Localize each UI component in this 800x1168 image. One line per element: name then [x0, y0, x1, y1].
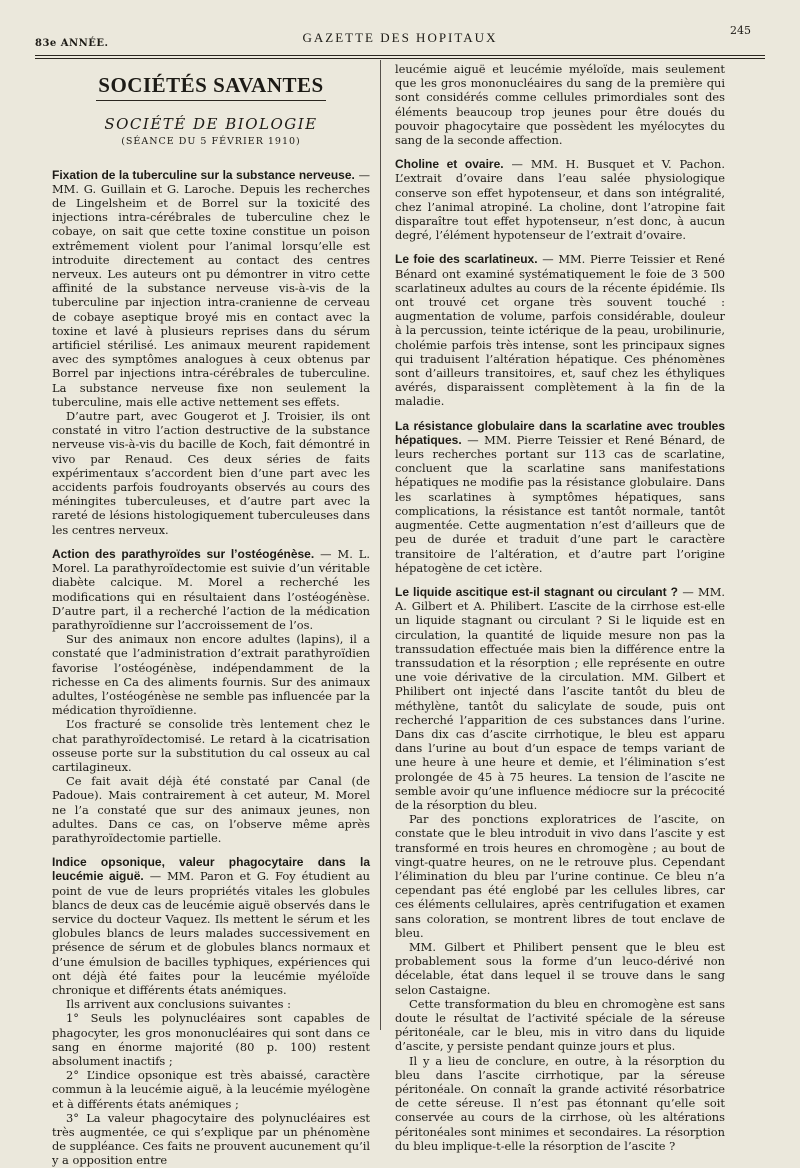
article [395, 585, 725, 1153]
article-paragraph: Cette transformation du bleu en chromogène est sans doute le résultat de l’activité spéciale de la séreuse péritonéale, car le bleu, mis in vitro dans du liquide d’ascite, y persiste pendant quinze jours et plus. [395, 996, 725, 1054]
section-title: SOCIÉTÉS SAVANTES [98, 73, 324, 97]
article-paragraph [395, 585, 725, 812]
volume-year: 83e ANNÉE. [35, 38, 109, 49]
article-paragraph: leucémie aiguë et leucémie myéloïde, mais seulement que les gros mononucléaires du sang de la première qui sont considérés comme cellules primordiales sont des éléments beaucoup trop jeunes pour être doués du pouvoir phagocytaire que possèdent les myélocytes du sang de la seconde affection. [395, 62, 725, 148]
article-paragraph [395, 252, 725, 408]
paragraph-text: étudient au point de vue de leurs propriétés vitales les globules blancs de deux cas de leucémie aiguë observés dans le service du docteur Vaquez. Ils mettent le sérum et les globules blancs de leurs malades successivement en présence de sérum et de globules blancs normaux et d’une émulsion de bacilles typhiques, expériences qui ont déjà été faites pour la leucémie myéloïde chronique et différents états anémiques. [52, 869, 371, 997]
column-divider [380, 60, 381, 1030]
article-authors: — MM. Pierre Teissier et René Bénard, [461, 432, 706, 447]
article-title: La résistance globulaire dans la scarlatine avec troubles hépatiques. [395, 418, 725, 447]
article-paragraph: 1° Seuls les polynucléaires sont capables de phagocyter, les gros mononucléaires qui sont dans ce sang en énorme majorité (80 p. 100) restent absolument inactifs ; [52, 1011, 370, 1068]
article-authors: — MM. Pierre Teissier et René Bénard [395, 252, 726, 281]
article-paragraph [395, 419, 725, 575]
article-paragraph [395, 157, 725, 242]
article-title: Indice opsonique, valeur phagocytaire dans la leucémie aiguë. [52, 855, 370, 884]
article-authors: — MM. Paron et G. Foy [143, 869, 296, 884]
paragraph-text: ont examiné systématiquement le foie de 3 500 scarlatineux adultes au cours de la récente épidémie. Ils ont trouvé cet organe très souvent touché : augmentation de volume, parfois considérable, douleur à la percussion, teinte ictérique de la peau, urobilinurie, cholémie parfois très intense, sont les principaux signes qui traduisent l’altération hépatique. Ces phénomènes sont d’ailleurs transitoires, et, sauf chez les éthyliques avérés, disparaissent complètement à la fin de la maladie. [395, 266, 725, 409]
paragraph-text: L’ascite de la cirrhose est-elle un liquide stagnant ou circulant ? Si le liquide est en circulation, la quantité de liquide mesure non pas la transsudation effectuée mais bien la différence entre la transsudation et la résorption ; elle représente en outre une voie dérivative de la circulation. MM. Gilbert et Philibert ont injecté dans l’ascite tantôt du bleu de méthylène, tantôt du salicylate de soude, puis ont recherché l’apparition de ces substances dans l’urine. Dans dix cas d’ascite cirrhotique, le bleu est apparu dans l’urine au bout d’un espace de temps variant de une heure à une heure et demie, et l’élimination s’est prolongée de 45 à 75 heures. La tension de l’ascite ne semble avoir qu’une influence médiocre sur la précocité de la résorption du bleu. [395, 599, 725, 812]
article-authors: — MM. H. Busquet et V. Pachon. [503, 157, 725, 172]
article-paragraph: Ce fait avait déjà été constaté par Canal (de Padoue). Mais contrairement à cet auteur, M. Morel ne l’a constaté que sur des animaux jeunes, non adultes. Dans ce cas, on l’observe même après parathyroïdectomie partielle. [52, 774, 370, 845]
article-paragraph: 2° L’indice opsonique est très abaissé, caractère commun à la leucémie aiguë, à la leucémie myélogène et à différents états anémiques ; [52, 1068, 370, 1111]
article-paragraph: MM. Gilbert et Philibert pensent que le bleu est probablement sous la forme d’un leuco-dérivé non décelable, état dans lequel il se trouve dans le sang selon Castaigne. [395, 939, 725, 997]
article [52, 168, 370, 537]
article-paragraph [52, 547, 370, 632]
article-paragraph [52, 168, 370, 409]
article-title: Fixation de la tuberculine sur la substance nerveuse. [52, 167, 355, 182]
paragraph-text: La parathyroïdectomie est suivie d’un véritable diabète calcique. M. Morel a recherché les modifications qui en résultaient dans l’ostéogénèse. D’autre part, il a recherché l’action de la médication parathyroïdienne sur l’accroissement de l’os. [52, 561, 370, 632]
paragraph-text: de leurs recherches portant sur 113 cas de scarlatine, concluent que la scarlatine sans manifestations hépatiques ne modifie pas la résistance globulaire. Dans les scarlatines à symptômes hépatiques, sans complications, la résistance est tantôt normale, tantôt augmentée. Cette augmentation n’est d’ailleurs que de peu de durée et traduit d’une part le caractère transitoire de l’altération, et d’autre part l’origine hépatogène de cet ictère. [395, 432, 725, 575]
article-paragraph: L’os fracturé se consolide très lentement chez le chat parathyroïdectomisé. Le retard à la cicatrisation osseuse porte sur la substitution du cal osseux au cal cartilagineux. [52, 717, 370, 774]
article-title: Le liquide ascitique est-il stagnant ou circulant ? [395, 584, 678, 599]
article-authors: — MM. A. Gilbert et A. Philibert. [395, 584, 725, 614]
article-paragraph: D’autre part, avec Gougerot et J. Troisier, ils ont constaté in vitro l’action destructive de la substance nerveuse vis-à-vis du bacille de Koch, fait démontré in vivo par Renaud. Ces deux séries de faits expérimentaux s’accordent bien d’une part avec les accidents parfois foudroyants observés au cours des méningites tuberculeuses, et d’autre part avec la rareté de lésions histologiquement tuberculeuses dans les centres nerveux. [52, 409, 370, 537]
article [52, 547, 370, 845]
article-paragraph: Par des ponctions exploratrices de l’ascite, on constate que le bleu introduit in vivo dans l’ascite y est transformé en trois heures en chromogène ; au bout de vingt-quatre heures, on ne le retrouve plus. Cependant l’élimination du bleu par l’urine continue. Ce bleu n’a cependant pas été englobé par les cellules libres, car ces éléments cellulaires, après centrifugation et examen sans coloration, se montrent libres de tout enclave de bleu. [395, 812, 725, 940]
article [52, 855, 370, 1167]
right-column [395, 62, 725, 1153]
article-authors: — M. L. Morel. [52, 546, 370, 576]
society-name: SOCIÉTÉ DE BIOLOGIE [104, 115, 318, 134]
article-paragraph: Sur des animaux non encore adultes (lapins), il a constaté que l’administration d’extrait parathyroïdien favorise l’ostéogénèse, indépendamment de la richesse en Ca des aliments fournis. Sur des animaux adultes, l’ostéogénèse ne semble pas influencée par la médication thyroïdienne. [52, 632, 370, 718]
session-date: (SÉANCE DU 5 FÉVRIER 1910) [121, 136, 301, 148]
left-column [52, 62, 370, 1168]
article [395, 157, 725, 242]
article-title: Le foie des scarlatineux. [395, 252, 538, 267]
page-number: 245 [730, 24, 751, 37]
section-rule [96, 100, 326, 101]
header-rule-double [35, 58, 765, 59]
article-title: Action des parathyroïdes sur l’ostéogénèse. [52, 546, 315, 561]
article-paragraph [52, 855, 370, 997]
article [395, 419, 725, 575]
article-paragraph: Il y a lieu de conclure, en outre, à la résorption du bleu dans l’ascite cirrhotique, par la séreuse péritonéale. On connaît la grande activité résorbatrice de cette séreuse. Il n’est pas étonnant qu’elle soit conservée au cours de la cirrhose, où les altérations péritonéales sont minimes et secondaires. La résorption du bleu implique-t-elle la résorption de l’ascite ? [395, 1053, 725, 1153]
article-title: Choline et ovaire. [395, 157, 504, 172]
article-paragraph: 3° La valeur phagocytaire des polynucléaires est très augmentée, ce qui s’explique par un phénomène de suppléance. Ces faits ne prouvent aucunement qu’il y a opposition entre [52, 1110, 370, 1168]
header-rule [35, 55, 765, 56]
article-continuation [395, 62, 725, 147]
paragraph-text: Depuis les recherches de Lingelsheim et de Borrel sur la toxicité des injections intra-cérébrales de tuberculine chez le cobaye, on sait que cette toxine constitue un poison extrêmement violent pour l’animal lorsqu’elle est introduite directement au contact des centres nerveux. Les auteurs ont pu démontrer in vitro cette affinité de la substance nerveuse vis-à-vis de la tuberculine par injection intra-cranienne de cerveau de cobaye aseptique broyé mis en contact avec la toxine et lavé à plusieurs reprises dans du sérum artificiel stérilisé. Les animaux meurent rapidement avec des symptômes analogues à ceux obtenus par Borrel par injections intra-cérébrales de tuberculine. La substance nerveuse fixe non seulement la tuberculine, mais elle active nettement ses effets. [52, 181, 370, 409]
paragraph-text: L’extrait d’ovaire dans l’eau salée physiologique conserve son effet hypotenseur, et dans son intégralité, chez l’animal atropiné. La choline, dont l’atropine fait disparaître tout effet hypotenseur, n’est donc, à aucun degré, l’élément hypotenseur de l’extrait d’ovaire. [395, 171, 725, 243]
article-paragraph: Ils arrivent aux conclusions suivantes : [66, 997, 291, 1012]
article [395, 252, 725, 408]
article-authors: — MM. G. Guillain et G. Laroche. [52, 167, 370, 196]
masthead: GAZETTE DES HOPITAUX [302, 30, 498, 45]
